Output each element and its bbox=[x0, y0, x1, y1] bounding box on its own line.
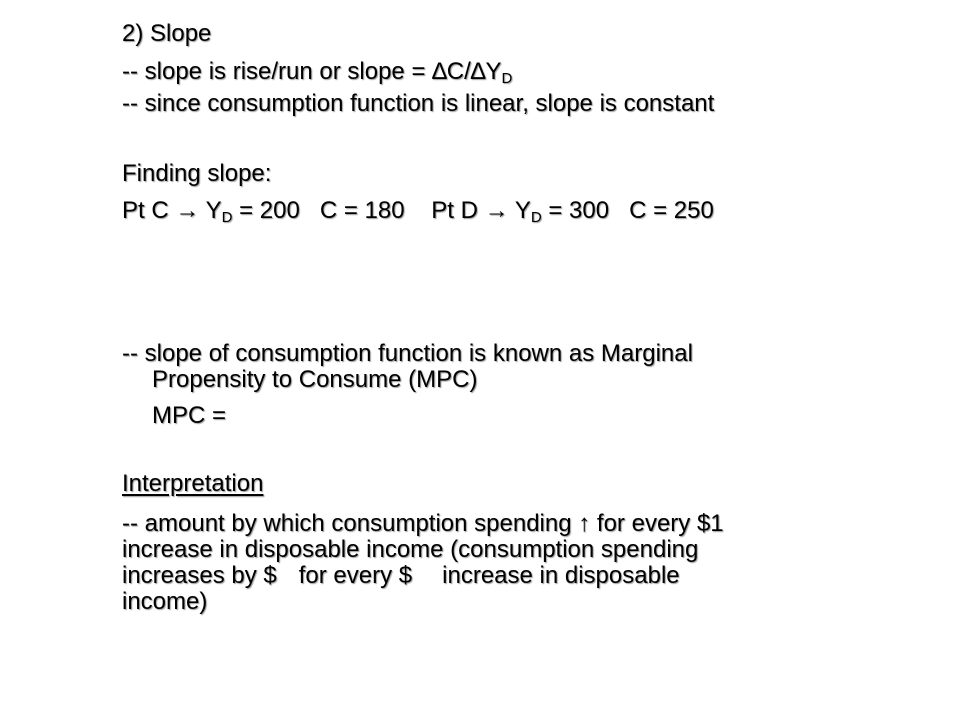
pt-c-subscript: D bbox=[221, 209, 233, 226]
linear-note: -- since consumption function is linear, slope is constant bbox=[122, 90, 715, 117]
slope-definition bbox=[122, 58, 512, 86]
interpretation-line2: increase in disposable income (consumption spending bbox=[122, 536, 699, 563]
pt-d-label: Pt D bbox=[404, 197, 485, 224]
arrow-icon: → bbox=[175, 197, 200, 224]
pt-d-subscript: D bbox=[530, 209, 542, 226]
interpretation-line3-b: for every $ bbox=[298, 562, 413, 589]
interpretation-line3 bbox=[122, 562, 680, 590]
mpc-equation: MPC = bbox=[152, 402, 227, 429]
interpretation-line4: income) bbox=[122, 588, 208, 615]
mpc-definition-line1: -- slope of consumption function is known as Marginal bbox=[122, 340, 693, 367]
interpretation-line1: -- amount by which consumption spending ↑ for every $1 bbox=[122, 510, 724, 537]
interpretation-heading: Interpretation bbox=[122, 470, 264, 497]
pt-c-values: = 200 C = 180 bbox=[232, 197, 405, 224]
arrow-icon: → bbox=[484, 197, 509, 224]
section-heading: 2) Slope bbox=[122, 20, 212, 47]
pt-d-values: = 300 C = 250 bbox=[541, 197, 714, 224]
interpretation-line3-a: increases by $ bbox=[122, 562, 277, 589]
mpc-definition-line2: Propensity to Consume (MPC) bbox=[152, 366, 478, 393]
pt-c-label: Pt C bbox=[122, 197, 176, 224]
points-line bbox=[122, 197, 714, 225]
pt-c-y: Y bbox=[199, 197, 222, 224]
finding-slope-heading: Finding slope: bbox=[122, 160, 272, 187]
slope-definition-prefix: -- slope is rise/run or slope = bbox=[122, 58, 433, 85]
slope-definition-delta: ∆C/∆Y bbox=[432, 58, 502, 85]
interpretation-line3-c: increase in disposable bbox=[442, 562, 680, 589]
slope-definition-subscript: D bbox=[501, 70, 513, 87]
pt-d-y: Y bbox=[508, 197, 531, 224]
